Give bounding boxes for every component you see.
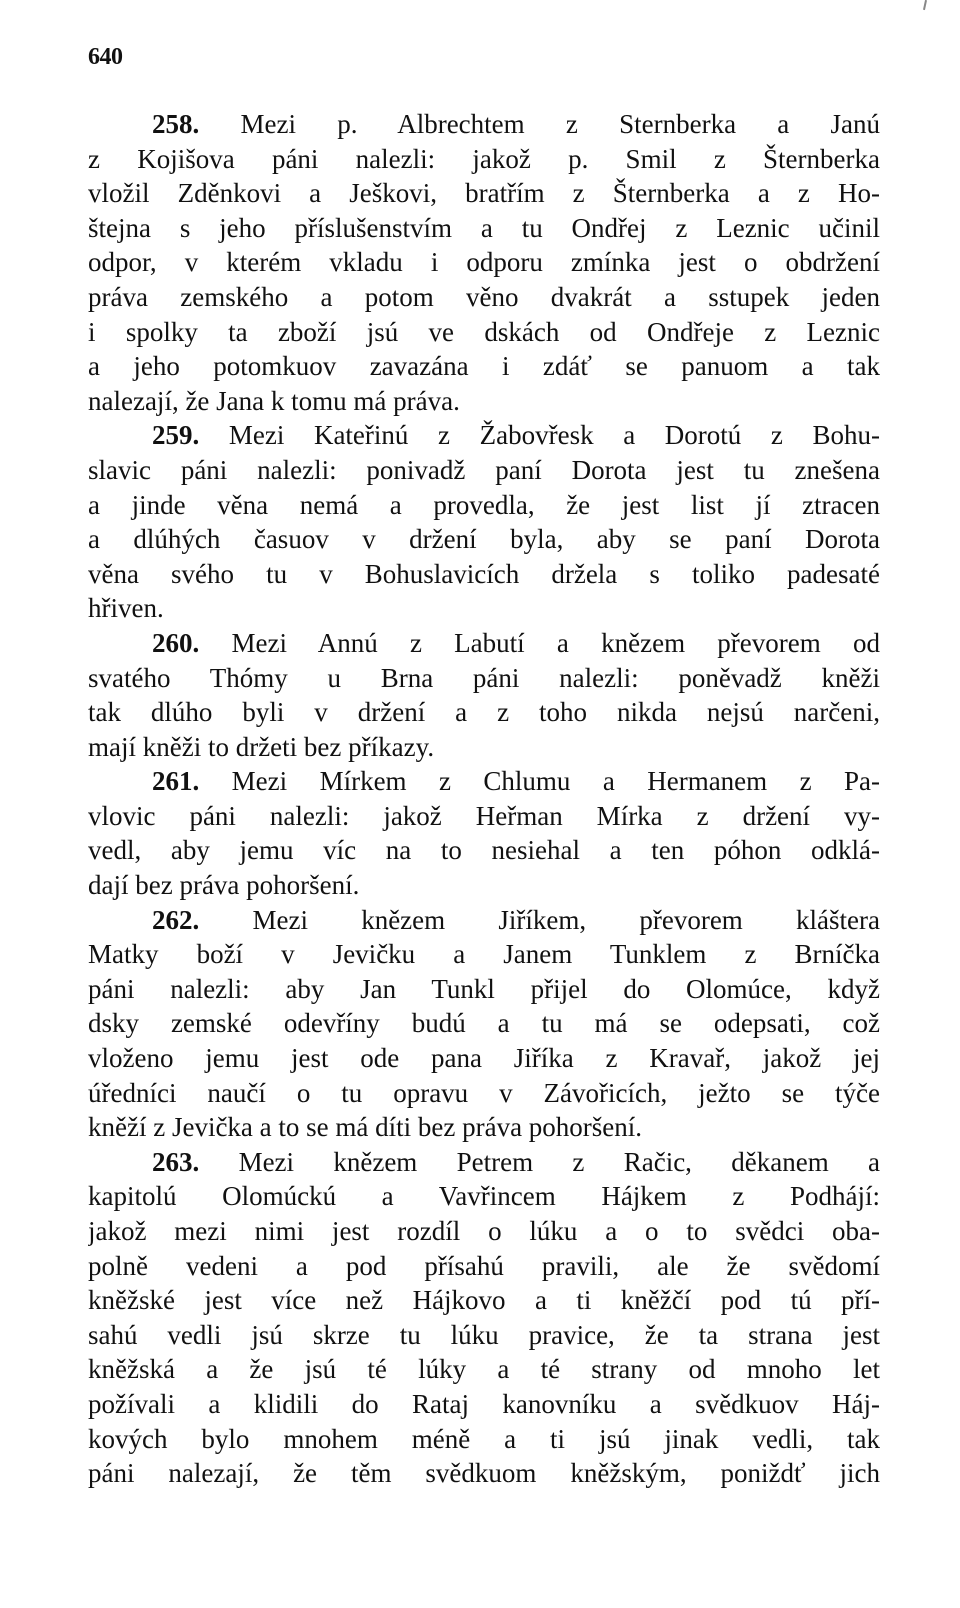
text-line	[88, 1041, 880, 1076]
text-line	[88, 1456, 880, 1491]
text-line	[88, 1076, 880, 1111]
line-text: hřiven.	[88, 593, 164, 624]
line-text: kových bylo mnohem méně a ti jsú jinak vedli, tak	[88, 1423, 880, 1454]
line-text: Mezi knězem Petrem z Račic, děkanem a	[199, 1146, 880, 1177]
text-line	[88, 1006, 880, 1041]
text-line	[88, 453, 880, 488]
text-line	[88, 384, 880, 419]
entry-number: 263.	[152, 1146, 200, 1177]
text-line	[88, 1249, 880, 1284]
line-text: svatého Thómy u Brna páni nalezli: poněvadž kněži	[88, 662, 880, 693]
line-text: sahú vedli jsú skrze tu lúku pravice, že ta strana jest	[88, 1319, 880, 1350]
line-text: odpor, v kterém vkladu i odporu zmínka jest o obdržení	[88, 247, 880, 278]
line-text: Mezi knězem Jiříkem, převorem kláštera	[199, 904, 880, 935]
text-line	[88, 1283, 880, 1318]
text-line	[88, 1352, 880, 1387]
line-text: Mezi Annú z Labutí a knězem převorem od	[199, 627, 880, 658]
text-line	[88, 1422, 880, 1457]
text-line	[88, 1145, 880, 1180]
line-text: vložil Zděnkovi a Ješkovi, bratřím z Šternberka a z Ho-	[88, 178, 880, 209]
text-line	[88, 972, 880, 1007]
line-text: z Kojišova páni nalezli: jakož p. Smil z Šternberka	[88, 143, 880, 174]
text-line	[88, 176, 880, 211]
line-text: páni nalezají, že těm svědkuom kněžským, poniždť jich	[88, 1458, 880, 1489]
text-line	[88, 1214, 880, 1249]
line-text: i spolky ta zboží jsú ve dskách od Ondřeje z Leznic	[88, 316, 880, 347]
text-line	[88, 764, 880, 799]
text-line	[88, 591, 880, 626]
line-text: a jinde věna nemá a provedla, že jest list jí ztracen	[88, 489, 880, 520]
line-text: a dlúhých časuov v držení byla, aby se paní Dorota	[88, 524, 880, 555]
line-text: kapitolú Olomúckú a Vavřincem Hájkem z Podhájí:	[88, 1181, 880, 1212]
line-text: tak dlúho byli v držení a z toho nikda nejsú narčeni,	[88, 697, 880, 728]
line-text: mají kněži to držeti bez příkazy.	[88, 731, 435, 762]
text-line	[88, 418, 880, 453]
line-text: dají bez práva pohoršení.	[88, 870, 360, 901]
line-text: práva zemského a potom věno dvakrát a sstupek jeden	[88, 281, 880, 312]
text-line	[88, 730, 880, 765]
line-text: jakož mezi nimi jest rozdíl o lúku a o to svědci oba-	[88, 1216, 880, 1246]
line-text: Matky boží v Jevičku a Janem Tunklem z Brníčka	[88, 939, 880, 970]
line-text: kněží z Jevička a to se má díti bez práva pohoršení.	[88, 1112, 643, 1143]
line-text: vedl, aby jemu víc na to nesiehal a ten póhon odklá-	[88, 835, 880, 866]
text-line	[88, 107, 880, 142]
line-text: kněžské jest více než Hájkovo a ti kněžčí pod tú pří-	[88, 1285, 880, 1316]
line-text: nalezají, že Jana k tomu má práva.	[88, 385, 460, 416]
text-line	[88, 349, 880, 384]
line-text: dsky zemské odevříny budú a tu má se odepsati, což	[88, 1008, 880, 1039]
line-text: štejna s jeho příslušenstvím a tu Ondřej z Leznic učinil	[88, 212, 880, 243]
line-text: a jeho potomkuov zavazána i zdáť se panuom a tak	[88, 351, 880, 382]
text-line	[88, 211, 880, 246]
line-text: vloženo jemu jest ode pana Jiříka z Kravař, jakož jej	[88, 1043, 880, 1074]
entry-number: 258.	[152, 109, 200, 139]
text-line	[88, 315, 880, 350]
entry-number: 262.	[152, 904, 200, 935]
margin-mark	[923, 0, 927, 10]
line-text: Mezi Kateřinú z Žabovřesk a Dorotú z Bohu-	[199, 420, 880, 451]
text-line	[88, 1387, 880, 1422]
text-line	[88, 280, 880, 315]
text-line	[88, 245, 880, 280]
entry-number: 259.	[152, 420, 200, 451]
text-line	[88, 661, 880, 696]
line-text: páni nalezli: aby Jan Tunkl přijel do Olomúce, když	[88, 973, 880, 1004]
text-line	[88, 695, 880, 730]
text-line	[88, 799, 880, 834]
text-line	[88, 557, 880, 592]
line-text: požívali a klidili do Rataj kanovníku a svědkuov Háj-	[88, 1388, 880, 1419]
entry-number: 260.	[152, 627, 200, 658]
text-line	[88, 142, 880, 177]
line-text: polně vedeni a pod přísahú pravili, ale že svědomí	[88, 1250, 880, 1281]
body-text	[88, 107, 880, 1491]
text-line	[88, 868, 880, 903]
page-number: 640	[88, 44, 123, 70]
line-text: věna svého tu v Bohuslavicích držela s toliko padesaté	[88, 558, 880, 589]
text-line	[88, 626, 880, 661]
text-line	[88, 1110, 880, 1145]
text-line	[88, 1179, 880, 1214]
text-line	[88, 833, 880, 868]
line-text: Mezi Mírkem z Chlumu a Hermanem z Pa-	[199, 766, 880, 797]
text-line	[88, 1318, 880, 1353]
entry-number: 261.	[152, 766, 200, 797]
line-text: úředníci naučí o tu opravu v Závořicích, ježto se týče	[88, 1077, 880, 1108]
line-text: Mezi p. Albrechtem z Sternberka a Janú	[199, 109, 880, 139]
text-line	[88, 522, 880, 557]
text-line	[88, 488, 880, 523]
text-line	[88, 903, 880, 938]
line-text: kněžská a že jsú té lúky a té strany od mnoho let	[88, 1354, 880, 1385]
text-line	[88, 937, 880, 972]
line-text: slavic páni nalezli: ponivadž paní Dorota jest tu znešena	[88, 454, 880, 485]
line-text: vlovic páni nalezli: jakož Heřman Mírka z držení vy-	[88, 800, 880, 831]
